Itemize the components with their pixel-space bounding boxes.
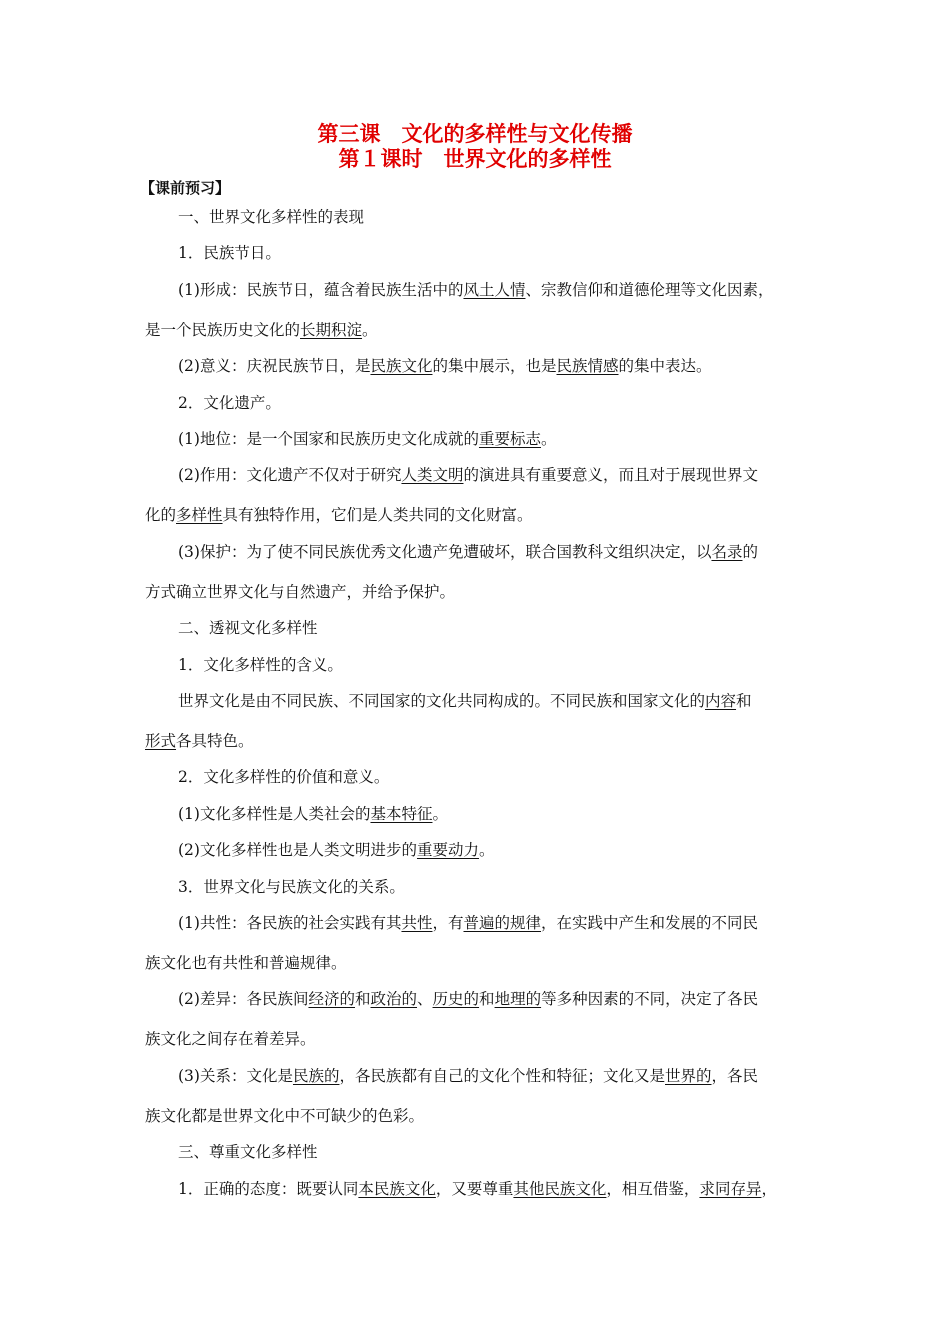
underlined-answer: 求同存异	[699, 1180, 762, 1198]
text-line	[178, 912, 758, 934]
underlined-answer: 人类文明	[401, 466, 464, 484]
underlined-answer: 内容	[705, 692, 737, 710]
text-span: ，	[761, 1180, 777, 1198]
underlined-answer: 共性	[401, 914, 433, 932]
text-span: 。	[478, 841, 495, 859]
text-span: (1)文化多样性是人类社会的	[178, 805, 371, 823]
text-span: 世界文化是由不同民族、不同国家的文化共同构成的。不同民族和国家文化的	[178, 692, 706, 710]
text-line	[178, 988, 758, 1010]
text-span: 2．文化多样性的价值和意义。	[178, 768, 390, 786]
text-span: 族文化也有共性和普遍规律。	[145, 954, 347, 972]
text-span: (1)地位：是一个国家和民族历史文化成就的	[178, 430, 479, 448]
text-span: ，有	[432, 914, 464, 932]
text-span: (1)共性：各民族的社会实践有其	[178, 914, 402, 932]
lesson-subtitle: 第１课时 世界文化的多样性	[338, 146, 612, 171]
text-span: (2)意义：庆祝民族节日，是	[178, 357, 371, 375]
underlined-answer: 重要动力	[416, 841, 479, 859]
text-span: 和	[354, 990, 371, 1008]
text-span: 和	[479, 990, 495, 1008]
text-line	[178, 206, 364, 228]
text-span: ，在实践中产生和发展的不同民	[541, 914, 759, 932]
underlined-answer: 民族情感	[556, 357, 619, 375]
text-line	[145, 581, 455, 603]
text-span: 的集中表达。	[618, 357, 712, 375]
text-span: (3)关系：文化是	[178, 1067, 293, 1085]
text-span: ，各民	[711, 1067, 759, 1085]
text-span: 3．世界文化与民族文化的关系。	[178, 878, 405, 896]
text-line	[178, 1065, 758, 1087]
text-line	[178, 242, 281, 264]
text-line	[145, 1105, 424, 1127]
underlined-answer: 历史的	[432, 990, 480, 1008]
underlined-answer: 其他民族文化	[513, 1180, 607, 1198]
underlined-answer: 重要标志	[478, 430, 541, 448]
text-line	[145, 730, 254, 752]
text-line	[178, 690, 752, 712]
underlined-answer: 风土人情	[463, 281, 526, 299]
text-line	[178, 464, 758, 486]
underlined-answer: 本民族文化	[358, 1180, 436, 1198]
underlined-answer: 经济的	[308, 990, 355, 1008]
underlined-answer: 民族文化	[370, 357, 433, 375]
text-span: 和	[736, 692, 752, 710]
text-line	[178, 541, 758, 563]
text-line	[145, 504, 533, 526]
text-span: 族文化都是世界文化中不可缺少的色彩。	[145, 1107, 425, 1125]
text-span: 、宗教信仰和道德伦理等文化因素，	[525, 281, 774, 299]
text-line	[178, 766, 389, 788]
text-span: ，又要尊重	[435, 1180, 514, 1198]
text-line	[178, 392, 281, 414]
text-line	[178, 355, 712, 377]
underlined-answer: 民族的	[292, 1067, 340, 1085]
text-line	[145, 952, 347, 974]
text-span: 二、透视文化多样性	[178, 619, 318, 637]
lesson-title: 第三课 文化的多样性与文化传播	[317, 121, 633, 146]
text-line	[178, 428, 557, 450]
text-span: ，各民族都有自己的文化个性和特征；文化又是	[339, 1067, 665, 1085]
text-span: 的演进具有重要意义，而且对于展现世界文	[463, 466, 758, 484]
underlined-answer: 名录	[711, 543, 743, 561]
underlined-answer: 形式	[145, 732, 177, 750]
text-line	[178, 617, 318, 639]
underlined-answer: 地理的	[494, 990, 542, 1008]
underlined-answer: 基本特征	[370, 805, 433, 823]
text-span: 化的	[145, 506, 177, 524]
text-span: 1．文化多样性的含义。	[178, 656, 343, 674]
text-span: 。	[540, 430, 557, 448]
underlined-answer: 普遍的规律	[463, 914, 542, 932]
text-span: 1．民族节日。	[178, 244, 281, 262]
text-span: 、	[417, 990, 433, 1008]
text-line	[178, 1141, 318, 1163]
text-span: 一、世界文化多样性的表现	[178, 208, 365, 226]
text-span: 三、尊重文化多样性	[178, 1143, 318, 1161]
text-span: (1)形成：民族节日，蕴含着民族生活中的	[178, 281, 464, 299]
text-span: 等多种因素的不同，决定了各民	[541, 990, 759, 1008]
text-span: 具有独特作用，它们是人类共同的文化财富。	[222, 506, 533, 524]
text-line	[178, 1178, 777, 1200]
text-span: (2)差异：各民族间	[178, 990, 309, 1008]
text-line	[178, 876, 405, 898]
section-label: 【课前预习】	[140, 179, 231, 197]
underlined-answer: 多样性	[176, 506, 223, 524]
text-line	[178, 839, 495, 861]
text-span: 2．文化遗产。	[178, 394, 281, 412]
text-span: 方式确立世界文化与自然遗产，并给予保护。	[145, 583, 456, 601]
text-line	[145, 319, 378, 341]
text-span: (2)文化多样性也是人类文明进步的	[178, 841, 417, 859]
text-line	[178, 803, 448, 825]
underlined-answer: 政治的	[370, 990, 418, 1008]
text-span: 是一个民族历史文化的	[145, 321, 301, 339]
text-span: (3)保护：为了使不同民族优秀文化遗产免遭破坏，联合国教科文组织决定，以	[178, 543, 712, 561]
text-span: 。	[362, 321, 378, 339]
text-line	[178, 654, 343, 676]
text-line	[178, 279, 774, 301]
text-span: ，相互借鉴，	[606, 1180, 700, 1198]
text-span: 的集中展示，也是	[432, 357, 557, 375]
underlined-answer: 长期积淀	[300, 321, 363, 339]
text-span: (2)作用：文化遗产不仅对于研究	[178, 466, 402, 484]
text-span: 1．正确的态度：既要认同	[178, 1180, 359, 1198]
text-span: 的	[742, 543, 758, 561]
text-span: 族文化之间存在着差异。	[145, 1030, 316, 1048]
text-line	[145, 1028, 316, 1050]
text-span: 。	[432, 805, 448, 823]
text-span: 各具特色。	[176, 732, 254, 750]
underlined-answer: 世界的	[665, 1067, 712, 1085]
